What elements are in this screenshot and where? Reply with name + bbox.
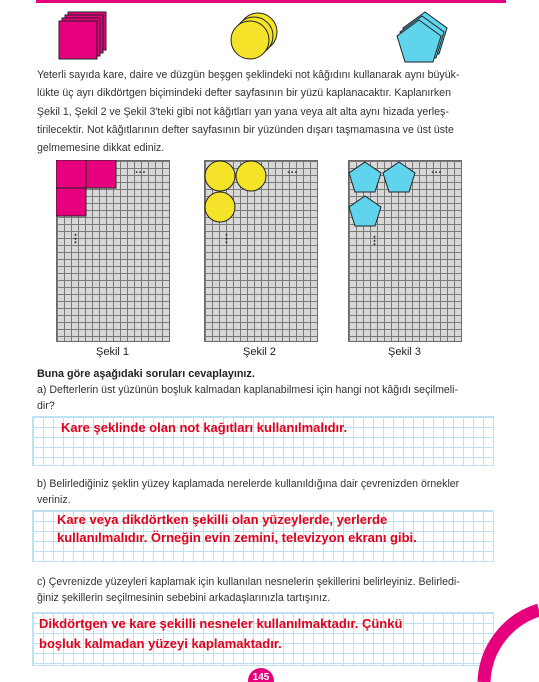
square-note — [56, 160, 86, 188]
question-a-line: dir? — [37, 400, 55, 412]
question-b-line: veriniz. — [37, 494, 71, 506]
circle-note — [205, 161, 235, 191]
intro-line: gelmemesine dikkat ediniz. — [37, 142, 165, 155]
question-b-line: b) Belirlediğiniz şeklin yüzey kaplamada nerelerde kullanıldığına dair çevrenizden örnekler — [37, 478, 460, 490]
answer-box-c[interactable] — [32, 612, 494, 666]
horizontal-ellipsis: ··· — [135, 167, 146, 179]
answer-box-b[interactable] — [32, 510, 494, 562]
intro-line: tirilecektir. Not kâğıtlarının defter sayfasının bir yüzünden dışarı taşmamasına ve üst üste — [37, 123, 454, 136]
answer-box-a[interactable] — [32, 416, 494, 466]
answer-b-line: Kare veya dikdörtken şekilli olan yüzeylerde, yerlerde — [57, 512, 388, 527]
question-a-line: a) Defterlerin üst yüzünün boşluk kalmadan kaplanabilmesi için hangi not kâğıdı seçilmeli- — [37, 384, 459, 396]
intro-line: lükte üç ayrı dikdörtgen biçimindeki defter sayfasının bir yüzü kaplanacaktır. Kaplanırken — [37, 87, 451, 100]
answer-c-line: boşluk kalmadan yüzeyi kaplamaktadır. — [39, 636, 282, 651]
horizontal-ellipsis: ··· — [431, 167, 442, 179]
instructions-heading: Buna göre aşağıdaki soruları cevaplayınız. — [37, 368, 255, 380]
square-notes-placed — [56, 160, 120, 220]
question-c-line: ğiniz şekillerin seçilmesinin sebebini arkadaşlarınızla tartışınız. — [37, 592, 331, 604]
figure-2-caption: Şekil 2 — [243, 346, 277, 358]
question-a — [37, 382, 507, 414]
pentagon-note — [383, 162, 415, 192]
square-note — [56, 188, 86, 216]
circle-note — [236, 161, 266, 191]
figure-1-caption: Şekil 1 — [96, 346, 130, 358]
answer-b-line: kullanılmalıdır. Örneğin evin zemini, televizyon ekranı gibi. — [57, 530, 417, 545]
circle-note — [205, 192, 235, 222]
pentagon-note — [349, 162, 381, 192]
vertical-ellipsis: ⋮ — [70, 233, 81, 245]
intro-line: Yeterli sayıda kare, daire ve düzgün beşgen şeklindeki not kâğıdını kullanarak aynı büyük- — [37, 69, 460, 81]
question-b — [37, 476, 507, 508]
answer-a-text: Kare şeklinde olan not kağıtları kullanılmalıdır. — [61, 420, 348, 435]
figure-1-grid — [56, 160, 170, 342]
decorative-arc-icon — [476, 600, 539, 682]
figure-3-caption: Şekil 3 — [388, 346, 422, 358]
intro-line: Şekil 1, Şekil 2 ve Şekil 3'teki gibi not kâğıtları yan yana veya alt alta aynı hizada yerleş- — [37, 105, 449, 118]
pentagon-notes-icon — [392, 10, 452, 66]
intro-paragraph — [37, 66, 507, 157]
circle-notes-icon — [226, 12, 282, 64]
pentagon-notes-placed — [348, 160, 420, 230]
top-accent-rule — [36, 0, 506, 3]
square-notes-icon — [58, 10, 108, 62]
answer-c-line: Dikdörtgen ve kare şekilli nesneler kullanılmaktadır. Çünkü — [39, 616, 403, 631]
pentagon-note — [349, 196, 381, 226]
square-note — [86, 160, 116, 188]
vertical-ellipsis: ⋮ — [221, 233, 232, 245]
question-c — [37, 574, 507, 606]
vertical-ellipsis: ⋮ — [369, 235, 380, 247]
figure-2-grid — [204, 160, 318, 342]
horizontal-ellipsis: ··· — [287, 167, 298, 179]
question-c-line: c) Çevrenizde yüzeyleri kaplamak için kullanılan nesnelerin şekillerini belirleyiniz. Belirledi- — [37, 576, 460, 588]
figure-3-grid — [348, 160, 462, 342]
page-number-badge: 145 — [248, 668, 274, 682]
circle-notes-placed — [204, 160, 274, 226]
